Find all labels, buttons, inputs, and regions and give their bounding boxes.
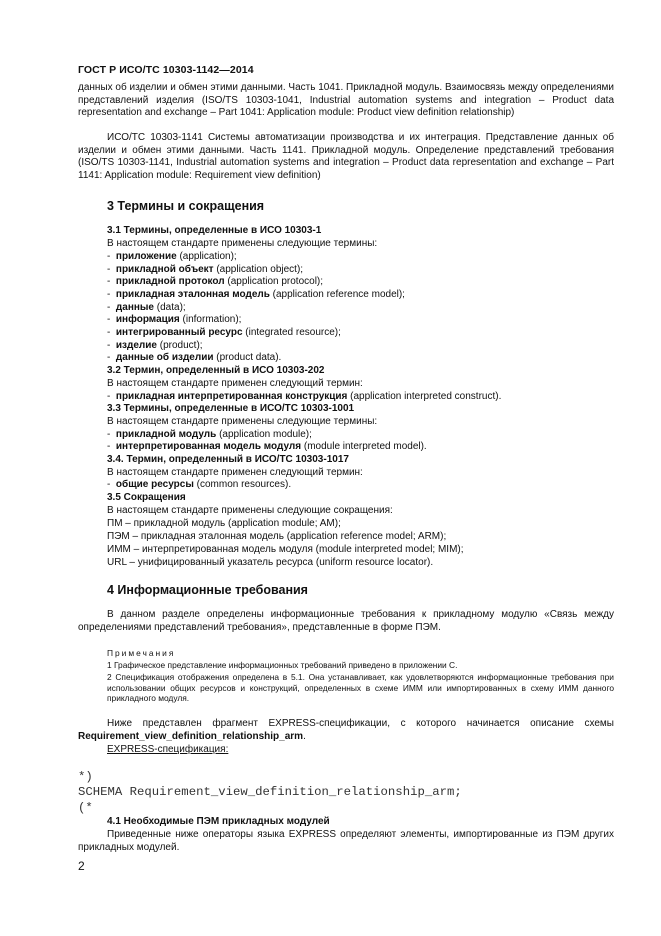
subsection-3-4-intro: В настоящем стандарте применен следующий термин: [107,467,363,478]
term-item: - прикладной модуль (application module); [107,429,312,440]
document-header: ГОСТ Р ИСО/ТС 10303-1142—2014 [78,64,254,76]
notes-heading: Примечания [107,648,176,658]
term-item: - интерпретированная модель модуля (module interpreted model). [107,441,427,452]
reference-paragraph-1041: данных об изделии и обмен этими данными. Часть 1041. Прикладной модуль. Взаимосвязь между определениями представлений изделия (ISO/TS 10303-1041, Industrial automation systems and integration – Product data representation and exchange – Part 1041: Application module: Product view definition relationship) [78,82,614,119]
abbreviation-item: ПЭМ – прикладная эталонная модель (application reference model; ARM); [107,531,447,542]
term-item: - прикладной объект (application object); [107,264,304,275]
term-item: - информация (information); [107,314,242,325]
term-item: - общие ресурсы (common resources). [107,479,292,490]
term-item: - интегрированный ресурс (integrated resource); [107,327,341,338]
note-2: 2 Спецификация отображения определена в 5.1. Она устанавливает, как удовлетворяются информационные требования при использовании общих ресурсов и конструкций, определенных в схеме ИММ или импортированных в схему ИММ данного прикладного модуля. [107,672,614,704]
subsection-4-1-heading: 4.1 Необходимые ПЭМ прикладных модулей [107,816,330,827]
section-4-paragraph: В данном разделе определены информационные требования к прикладному модулю «Связь между определениями представлений требования», представленные в форме ПЭМ. [78,609,614,633]
code-schema-declaration: SCHEMA Requirement_view_definition_relationship_arm; [78,785,462,799]
term-item: - прикладной протокол (application protocol); [107,276,324,287]
subsection-3-3-intro: В настоящем стандарте применены следующие термины: [107,416,378,427]
express-label: EXPRESS-спецификация: [107,744,229,755]
term-item: - прикладная эталонная модель (application reference model); [107,289,405,300]
term-item: - прикладная интерпретированная конструкция (application interpreted construct). [107,391,502,402]
note-1: 1 Графическое представление информационных требований приведено в приложении С. [107,660,458,670]
subsection-3-5-heading: 3.5 Сокращения [107,492,186,503]
subsection-3-5-intro: В настоящем стандарте применены следующие сокращения: [107,505,393,516]
subsection-3-4-heading: 3.4. Термин, определенный в ИСО/ТС 10303-1017 [107,454,349,465]
abbreviation-item: URL – унифицированный указатель ресурса (uniform resource locator). [107,557,434,568]
subsection-3-1-heading: 3.1 Термины, определенные в ИСО 10303-1 [107,225,322,236]
subsection-4-1-paragraph: Приведенные ниже операторы языка EXPRESS определяют элементы, импортированные из ПЭМ других прикладных модулей. [78,829,614,853]
term-item: - приложение (application); [107,251,237,262]
section-4-title: 4 Информационные требования [107,583,308,597]
code-comment-close: *) [78,770,93,784]
term-item: - данные об изделии (product data). [107,352,282,363]
code-comment-open: (* [78,801,93,815]
term-item: - данные (data); [107,302,186,313]
abbreviation-item: ПМ – прикладной модуль (application module; AM); [107,518,341,529]
express-intro: Ниже представлен фрагмент EXPRESS-спецификации, с которого начинается описание схемы Requirement_view_definition_relationship_arm. [78,718,614,742]
subsection-3-1-intro: В настоящем стандарте применены следующие термины: [107,238,378,249]
page-number: 2 [78,859,85,873]
term-item: - изделие (product); [107,340,203,351]
subsection-3-2-heading: 3.2 Термин, определенный в ИСО 10303-202 [107,365,325,376]
section-3-title: 3 Термины и сокращения [107,199,265,213]
abbreviation-item: ИММ – интерпретированная модель модуля (module interpreted model; MIM); [107,544,464,555]
reference-paragraph-1141: ИСО/ТС 10303-1141 Системы автоматизации производства и их интеграция. Представление данных об изделии и обмен этими данными. Часть 1141. Прикладной модуль. Определение представлений требования (ISO/TS 10303-1141, Industrial automation systems and integration – Product data representation and exchange – Part 1141: Application module: Requirement view definition) [78,132,614,181]
subsection-3-2-intro: В настоящем стандарте применен следующий термин: [107,378,363,389]
subsection-3-3-heading: 3.3 Термины, определенные в ИСО/ТС 10303-1001 [107,403,355,414]
